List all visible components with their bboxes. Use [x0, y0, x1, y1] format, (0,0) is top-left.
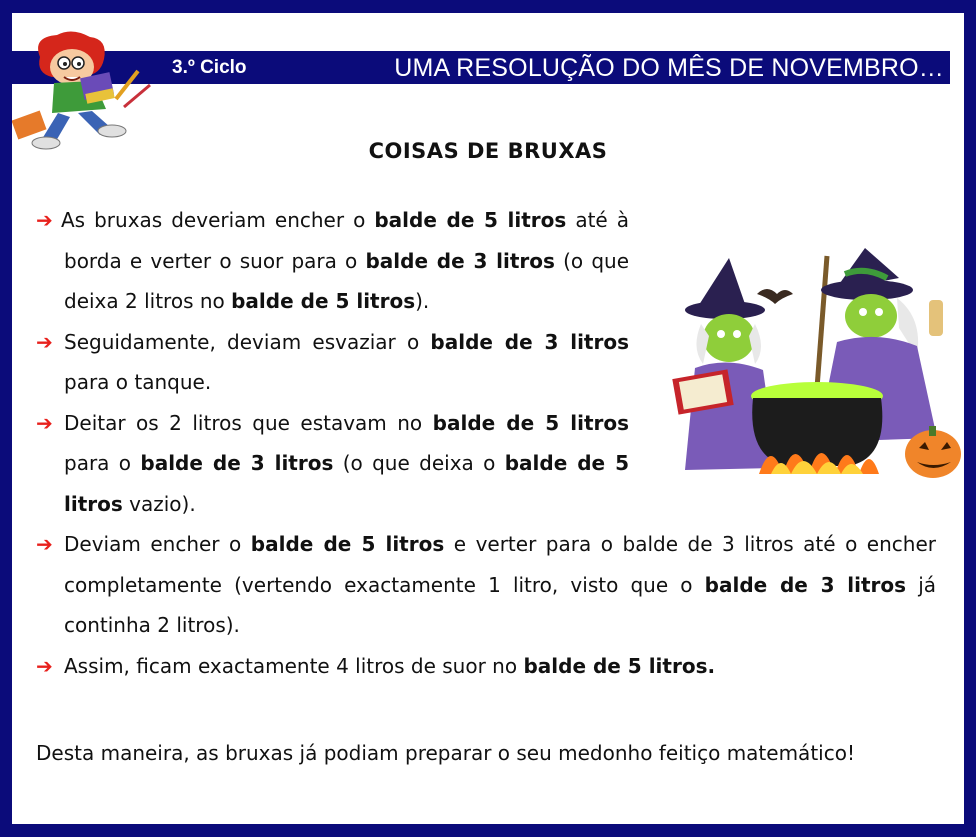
witches-cauldron-icon: [667, 238, 962, 483]
cycle-label: 3.º Ciclo: [172, 57, 247, 78]
document-page: [12, 13, 964, 824]
right-arrow-icon: ➔: [36, 410, 53, 435]
closing-paragraph: Desta maneira, as bruxas já podiam preparar o seu medonho feitiço matemático!: [36, 741, 855, 765]
list-item: ➔ Deitar os 2 litros que estavam no balde de 5 litros para o balde de 3 litros (o que deixa o balde de 5 litros vazio).: [36, 403, 629, 525]
list-item: ➔ As bruxas deveriam encher o balde de 5 litros até à borda e verter o suor para o balde de 3 litros (o que deixa 2 litros no balde de 5 litros).: [36, 200, 629, 322]
student-cartoon-icon: [12, 27, 162, 152]
list-item: ➔ Deviam encher o balde de 5 litros e verter para o balde de 3 litros até o encher completamente (vertendo exactamente 1 litro, visto que o balde de 3 litros já continha 2 litros).: [36, 524, 936, 646]
right-arrow-icon: ➔: [36, 532, 53, 556]
right-arrow-icon: ➔: [36, 329, 53, 354]
banner-title: UMA RESOLUÇÃO DO MÊS DE NOVEMBRO…: [394, 54, 944, 82]
document-title: COISAS DE BRUXAS: [368, 139, 608, 163]
right-arrow-icon: ➔: [36, 208, 53, 232]
list-item: ➔ Assim, ficam exactamente 4 litros de suor no balde de 5 litros.: [36, 646, 936, 687]
list-item: ➔ Seguidamente, deviam esvaziar o balde de 3 litros para o tanque.: [36, 322, 629, 403]
right-arrow-icon: ➔: [36, 653, 53, 678]
